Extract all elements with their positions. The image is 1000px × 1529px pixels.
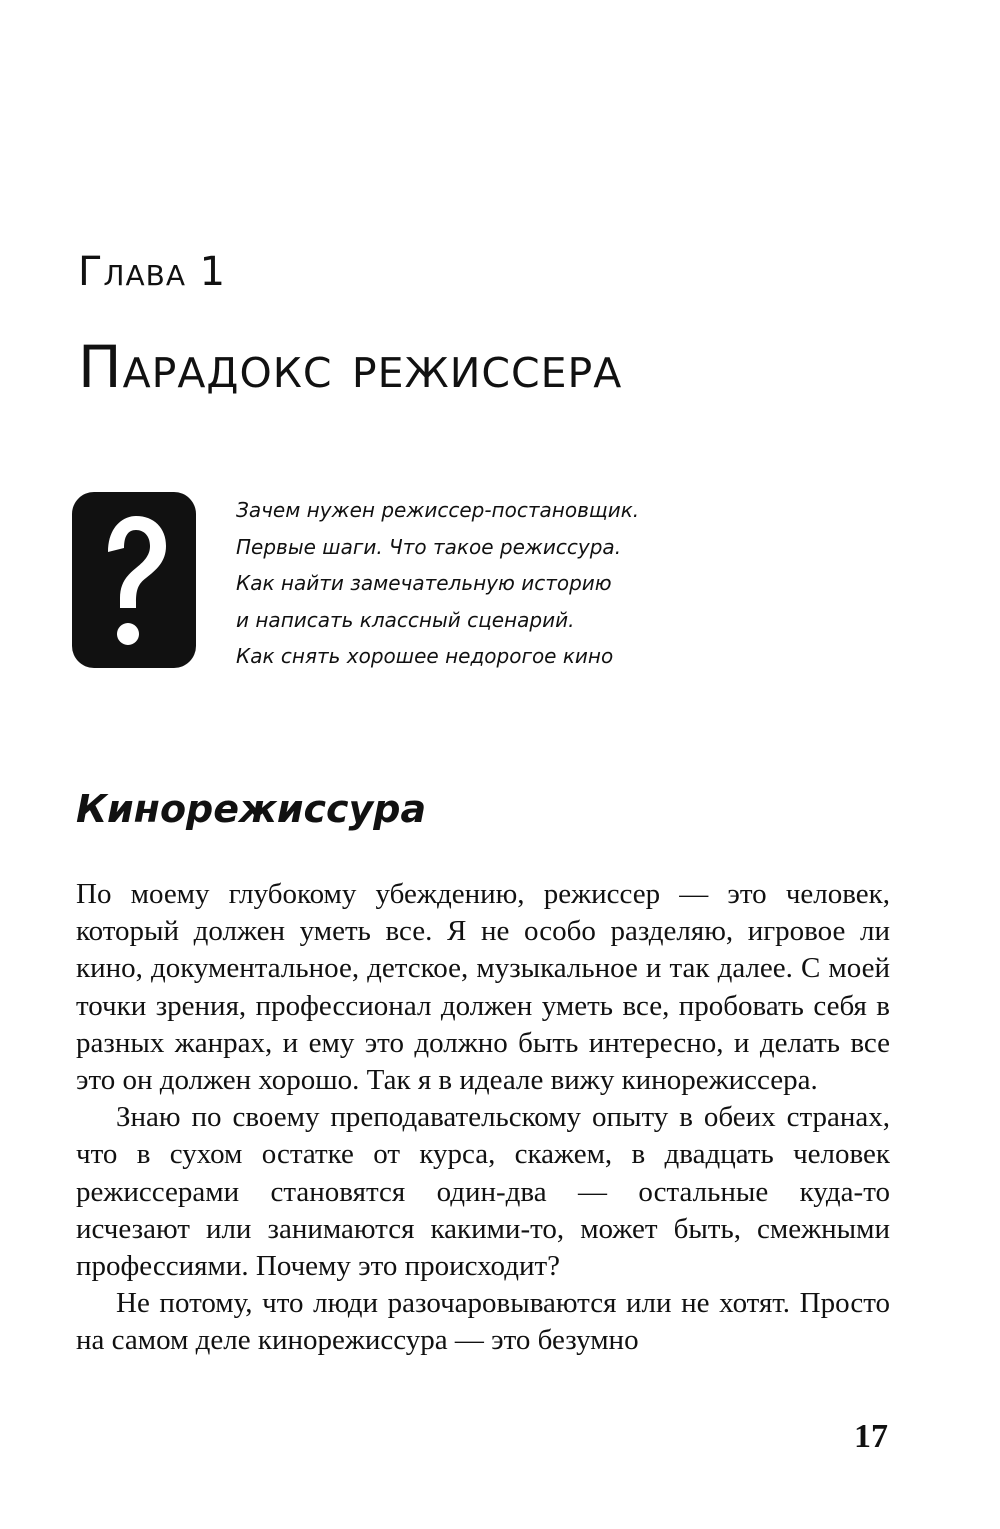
section-heading: Кинорежиссура	[76, 787, 427, 831]
intro-line: Первые шаги. Что такое режиссура.	[236, 534, 622, 559]
page-number: 17	[854, 1418, 888, 1455]
paragraph: Не потому, что люди разочаровываются или не хотят. Просто на самом деле кинорежиссура — это безумно	[76, 1287, 890, 1357]
chapter-label: Глава 1	[78, 249, 227, 295]
intro-line: Зачем нужен режиссер-постановщик.	[236, 498, 640, 522]
question-mark-icon	[70, 490, 198, 670]
chapter-intro-list	[236, 492, 639, 675]
chapter-title: Парадокс режиссера	[78, 333, 623, 401]
intro-line: Как снять хорошее недорогое кино	[236, 644, 614, 668]
body-text	[76, 876, 890, 1360]
paragraph: По моему глубокому убеждению, режиссер — это человек, который должен уметь все. Я не особо разделяю, игровое ли кино, документальное, детское, музыкальное и так далее. С моей точки зрения, профессионал должен уметь все, пробовать себя в разных жанрах, и ему это должно быть интересно, и делать все это он должен хорошо. Так я в идеале вижу кинорежиссера.	[76, 878, 890, 1097]
intro-line: Как найти замечательную историю	[236, 571, 612, 595]
paragraph: Знаю по своему преподавательскому опыту в обеих странах, что в сухом остатке от курса, скажем, в двадцать человек режиссерами становятся один-два — остальные куда-то исчезают или занимаются какими-то, может быть, смежными профессиями. Почему это происходит?	[76, 1101, 890, 1283]
intro-line: и написать классный сценарий.	[236, 607, 575, 632]
